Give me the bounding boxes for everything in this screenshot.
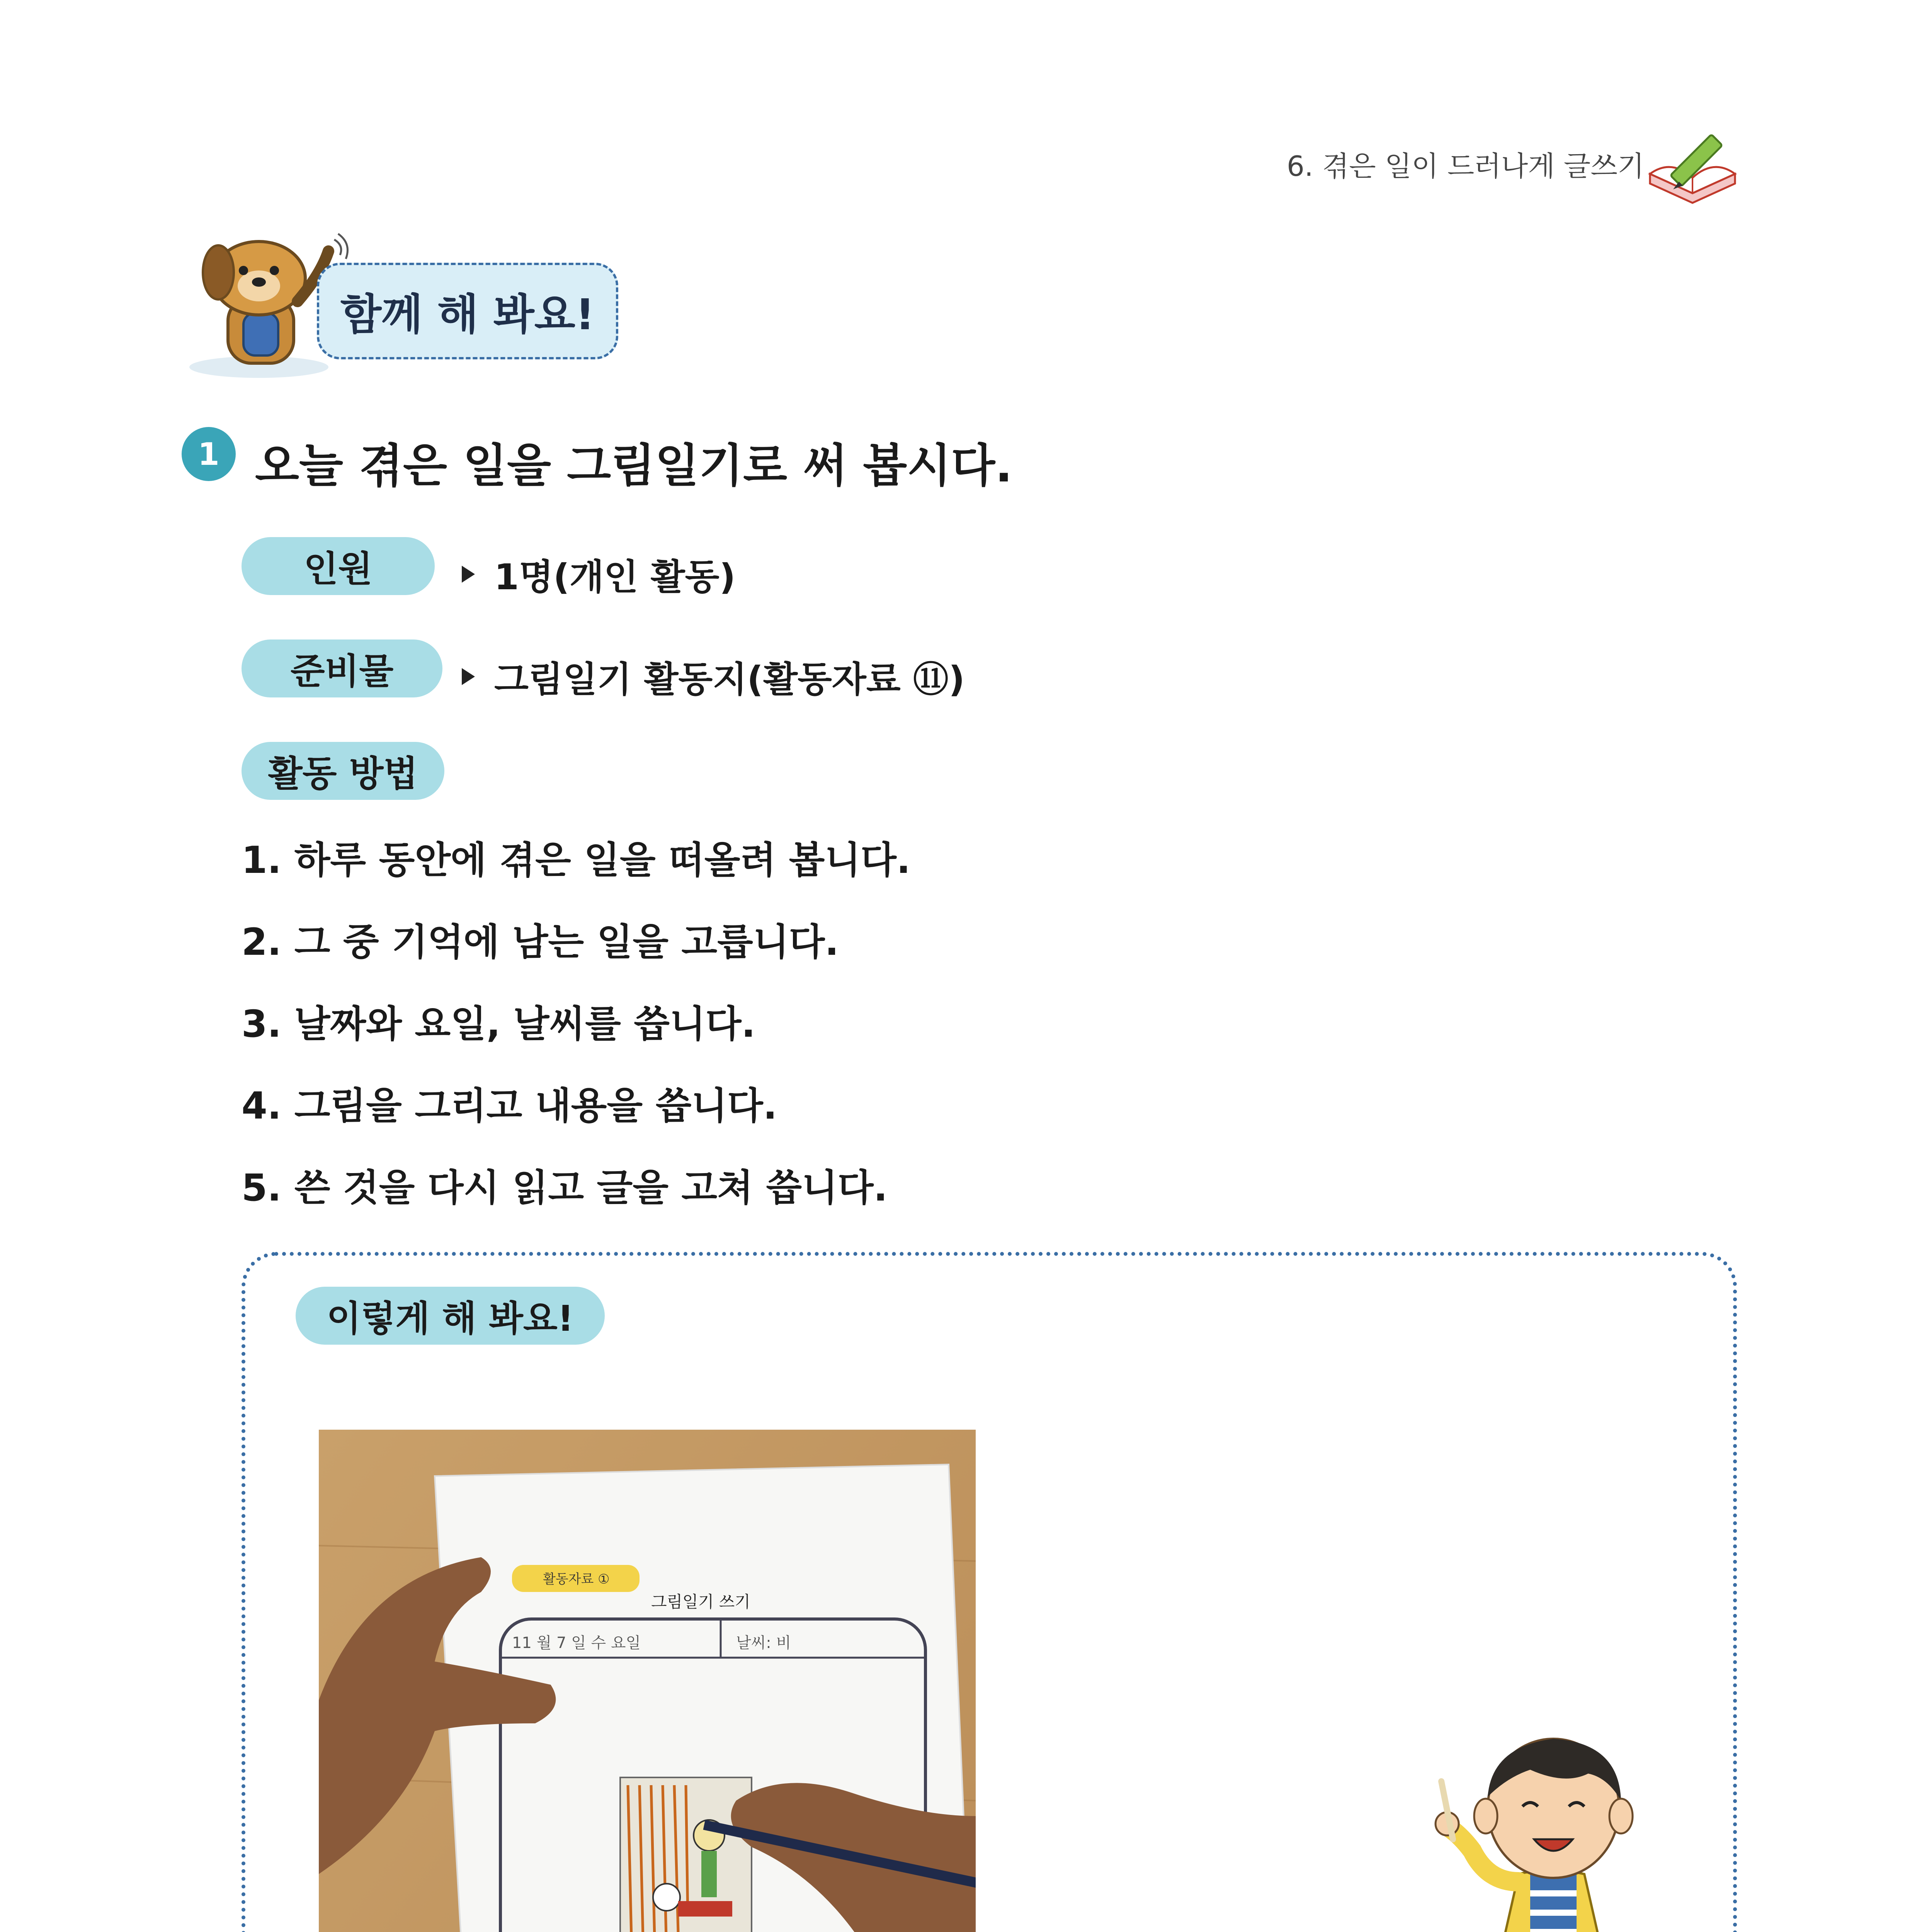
step-title: 오늘 겪은 일을 그림일기로 써 봅시다. — [255, 439, 1013, 492]
materials-value — [462, 651, 965, 702]
section-banner: 함께 해 봐요! — [317, 263, 618, 359]
method-step: 5. 쓴 것을 다시 읽고 글을 고쳐 씁니다. — [242, 1166, 888, 1209]
materials-value-text: 그림일기 활동지(활동자료 ⑪) — [494, 659, 965, 700]
triangle-bullet-icon — [462, 566, 475, 583]
worksheet-title: 그림일기 쓰기 — [651, 1592, 750, 1611]
step-number-badge: 1 — [182, 427, 236, 481]
method-step: 2. 그 중 기억에 남는 일을 고릅니다. — [242, 920, 839, 964]
people-value-text: 1명(개인 활동) — [494, 556, 736, 598]
book-pencil-icon — [1642, 116, 1743, 209]
people-value — [462, 549, 736, 600]
worksheet-tag: 활동자료 ① — [543, 1571, 610, 1587]
boy-mascot-icon — [1403, 1712, 1681, 1932]
materials-label: 준비물 — [242, 639, 442, 697]
triangle-bullet-icon — [462, 668, 475, 685]
worksheet-date: 11 월 7 일 수 요일 — [512, 1634, 641, 1652]
method-label: 활동 방법 — [242, 742, 444, 800]
method-steps-list — [242, 831, 910, 1240]
method-step: 4. 그림을 그리고 내용을 씁니다. — [242, 1084, 777, 1128]
example-label: 이렇게 해 봐요! — [296, 1287, 605, 1345]
method-step: 1. 하루 동안에 겪은 일을 떠올려 봅니다. — [242, 838, 911, 882]
worksheet-weather: 날씨: 비 — [736, 1634, 791, 1652]
people-label: 인원 — [242, 537, 435, 595]
chapter-title: 6. 겪은 일이 드러나게 글쓰기 — [1287, 150, 1645, 182]
method-step: 3. 날짜와 요일, 날씨를 씁니다. — [242, 1002, 755, 1046]
diary-photo — [319, 1430, 976, 1932]
